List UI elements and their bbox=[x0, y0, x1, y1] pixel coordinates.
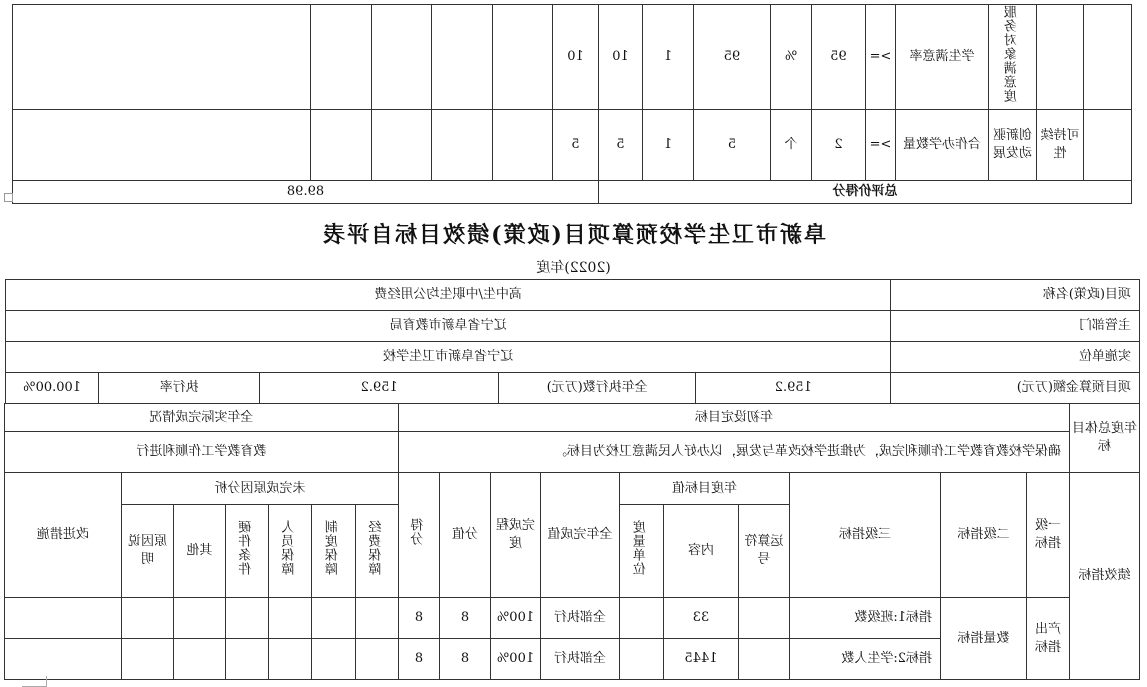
table-row bbox=[13, 5, 1132, 110]
empty-cell bbox=[4, 639, 121, 680]
execution-rate-value: 100.00% bbox=[6, 373, 99, 404]
value-cell: 2 bbox=[812, 109, 866, 180]
goal-performance-table bbox=[4, 403, 1140, 680]
empty-cell bbox=[372, 109, 432, 180]
anchor-marker bbox=[4, 193, 13, 202]
empty-cell bbox=[225, 639, 268, 680]
level3-header: 三级指标 bbox=[790, 473, 941, 598]
table-row bbox=[4, 432, 1139, 473]
empty-cell bbox=[268, 598, 311, 639]
level1-header: 一级指标 bbox=[1027, 473, 1070, 598]
budget-label: 项目预算金额(万元) bbox=[891, 373, 1140, 404]
empty-cell bbox=[121, 639, 173, 680]
project-name-value: 高中生/中职生均公用经费 bbox=[6, 280, 891, 311]
degree-cell: 100% bbox=[491, 639, 541, 680]
operator-header: 运算符号 bbox=[739, 505, 790, 598]
unit-cell bbox=[620, 598, 664, 639]
content-cell: 33 bbox=[664, 598, 739, 639]
empty-cell bbox=[493, 109, 553, 180]
empty-cell bbox=[225, 598, 268, 639]
reason-other-header: 其他 bbox=[173, 505, 225, 598]
implementing-unit-value: 辽宁省阜新市卫生学校 bbox=[6, 342, 891, 373]
content-cell: 1445 bbox=[664, 639, 739, 680]
level2-cell: 数量指标 bbox=[941, 598, 1027, 680]
table-row bbox=[6, 280, 1140, 311]
empty-cell bbox=[311, 598, 355, 639]
reason-note-header: 原因说明 bbox=[121, 505, 173, 598]
weight-cell: 5 bbox=[599, 109, 643, 180]
page-title: 阜新市卫生学校预算项目(政策)绩效目标自评表 bbox=[321, 222, 826, 248]
table-row bbox=[4, 598, 1139, 639]
execution-rate-label: 执行率 bbox=[99, 373, 260, 404]
level2-cell: 服务对象满意度 bbox=[989, 5, 1037, 110]
actual-cell: 95 bbox=[694, 5, 771, 110]
department-label: 主管部门 bbox=[891, 311, 1140, 342]
annual-goal-label: 年度总体目标 bbox=[1070, 404, 1140, 473]
year-label: (2022)年度 bbox=[536, 260, 611, 276]
level1-cell: 产出指标 bbox=[1027, 598, 1070, 680]
total-score-value: 89.98 bbox=[13, 180, 599, 203]
unit-cell: 个 bbox=[771, 109, 812, 180]
operator-cell bbox=[739, 598, 790, 639]
actual-cell: 5 bbox=[694, 109, 771, 180]
total-score-label: 总评价得分 bbox=[599, 180, 1132, 203]
table-row bbox=[4, 404, 1139, 432]
empty-cell bbox=[173, 639, 225, 680]
empty-cell bbox=[121, 598, 173, 639]
annual-target-header: 年度目标值 bbox=[620, 473, 790, 505]
weight-cell: 8 bbox=[440, 639, 491, 680]
empty-cell bbox=[355, 598, 398, 639]
level2-header: 二级指标 bbox=[941, 473, 1027, 598]
empty-cell bbox=[13, 5, 311, 110]
empty-cell bbox=[4, 598, 121, 639]
weight-cell: 8 bbox=[440, 598, 491, 639]
indicator-cell: 合作办学数量 bbox=[896, 109, 989, 180]
actual-cell: 全部执行 bbox=[541, 639, 620, 680]
empty-cell bbox=[311, 5, 372, 110]
empty-cell bbox=[173, 598, 225, 639]
completion-degree-header: 完成程度 bbox=[491, 473, 541, 598]
empty-cell bbox=[355, 639, 398, 680]
empty-cell bbox=[1037, 5, 1084, 110]
reason-funding-header: 经费保障 bbox=[355, 505, 398, 598]
perf-header-row bbox=[4, 473, 1139, 505]
value-cell: 95 bbox=[812, 5, 866, 110]
page-corner-mark bbox=[22, 676, 47, 687]
empty-cell bbox=[268, 639, 311, 680]
level2-cell: 创新驱动发展 bbox=[989, 109, 1037, 180]
empty-cell bbox=[432, 5, 493, 110]
actual-completion-text: 教育教学工作顺利进行 bbox=[4, 432, 398, 473]
level1-cell: 可持续性 bbox=[1037, 109, 1084, 180]
empty-cell bbox=[13, 109, 311, 180]
empty-cell bbox=[1084, 5, 1132, 110]
initial-goal-text: 确保学校教育教学工作顺利完成，为推进学校改革与发展，以办好人民满意卫校为目标。 bbox=[398, 432, 1069, 473]
table-row bbox=[6, 373, 1140, 404]
level3-cell: 指标1:班级数 bbox=[790, 598, 941, 639]
implementing-unit-label: 实施单位 bbox=[891, 342, 1140, 373]
content-header: 内容 bbox=[664, 505, 739, 598]
table-row bbox=[6, 311, 1140, 342]
empty-cell bbox=[493, 5, 553, 110]
initial-goal-header: 年初设定目标 bbox=[398, 404, 1069, 432]
table-row bbox=[13, 109, 1132, 180]
execution-value: 159.2 bbox=[260, 373, 499, 404]
project-info-table bbox=[5, 279, 1140, 404]
empty-cell bbox=[372, 5, 432, 110]
score-header: 得分 bbox=[398, 473, 439, 598]
weight-cell: 10 bbox=[599, 5, 643, 110]
execution-label: 全年执行数(万元) bbox=[499, 373, 696, 404]
unit-header: 度量单位 bbox=[620, 505, 664, 598]
reason-hardware-header: 硬件条件 bbox=[225, 505, 268, 598]
top-continuation-table bbox=[12, 4, 1132, 204]
weight-header: 分值 bbox=[440, 473, 491, 598]
empty-cell bbox=[432, 109, 493, 180]
actual-completion-header: 全年实际完成情况 bbox=[4, 404, 398, 432]
degree-cell: 100% bbox=[491, 598, 541, 639]
empty-cell bbox=[1084, 109, 1132, 180]
reason-system-header: 制度保障 bbox=[311, 505, 355, 598]
reason-staff-header: 人员保障 bbox=[268, 505, 311, 598]
department-value: 辽宁省阜新市教育局 bbox=[6, 311, 891, 342]
empty-cell bbox=[311, 639, 355, 680]
operator-cell bbox=[739, 639, 790, 680]
indicator-cell: 学生满意率 bbox=[896, 5, 989, 110]
actual-cell: 全部执行 bbox=[541, 598, 620, 639]
reason-analysis-header: 未完成原因分析 bbox=[121, 473, 398, 505]
unit-cell: % bbox=[771, 5, 812, 110]
operator-cell: >= bbox=[866, 109, 896, 180]
actual-value-header: 全年完成值 bbox=[541, 473, 620, 598]
completion-cell: 1 bbox=[643, 109, 694, 180]
budget-value: 159.2 bbox=[696, 373, 891, 404]
completion-cell: 1 bbox=[643, 5, 694, 110]
score-cell: 5 bbox=[553, 109, 599, 180]
operator-cell: >= bbox=[866, 5, 896, 110]
score-cell: 8 bbox=[398, 639, 439, 680]
perf-indicator-side-label: 绩效指标 bbox=[1070, 473, 1140, 680]
score-cell: 10 bbox=[553, 5, 599, 110]
unit-cell bbox=[620, 639, 664, 680]
empty-cell bbox=[311, 109, 372, 180]
table-row bbox=[6, 342, 1140, 373]
score-cell: 8 bbox=[398, 598, 439, 639]
total-row bbox=[13, 180, 1132, 203]
improvement-header: 改进措施 bbox=[4, 473, 121, 598]
level3-cell: 指标2:学生人数 bbox=[790, 639, 941, 680]
project-name-label: 项目(政策)名称 bbox=[891, 280, 1140, 311]
